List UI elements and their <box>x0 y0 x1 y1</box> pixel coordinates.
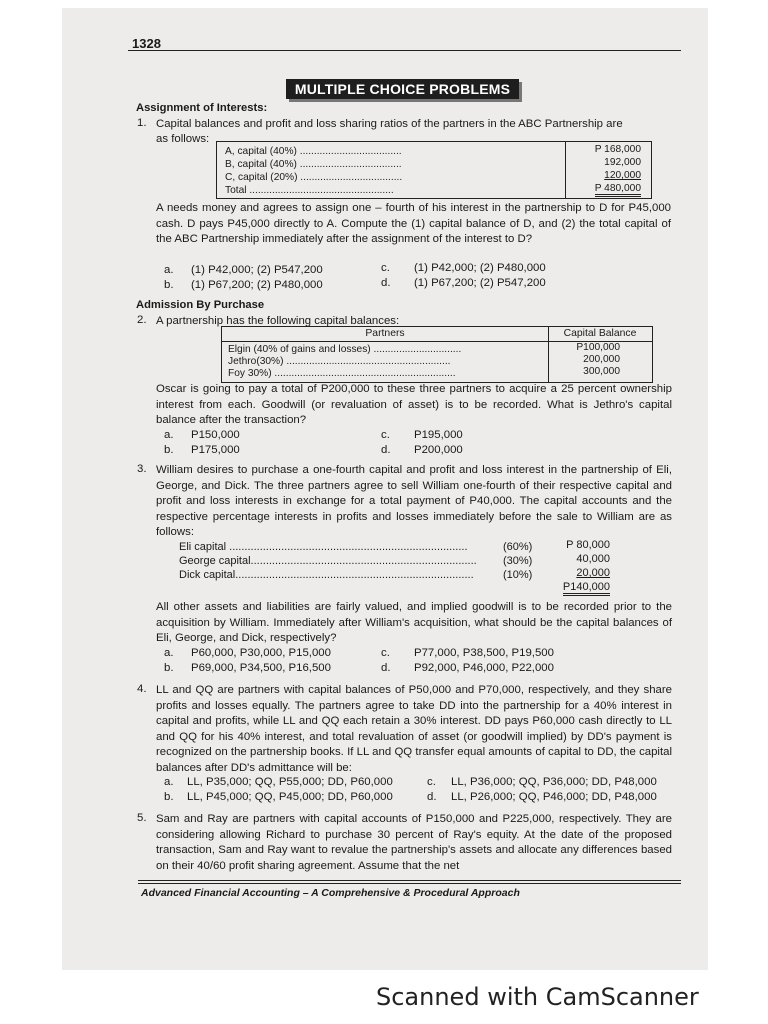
option-text: P69,000, P34,500, P16,500 <box>191 662 331 674</box>
option-letter: d. <box>427 791 437 803</box>
table-row-value: P 80,000 <box>566 539 610 551</box>
option-text: LL, P45,000; QQ, P45,000; DD, P60,000 <box>187 791 393 803</box>
option-text: P150,000 <box>191 429 240 441</box>
table-row-value: 120,000 <box>604 170 641 181</box>
table-total-label: Total ................................................... <box>225 185 394 196</box>
option-letter: b. <box>164 791 174 803</box>
book-title-footer: Advanced Financial Accounting – A Comprehensive & Procedural Approach <box>141 887 520 899</box>
option-text: LL, P35,000; QQ, P55,000; DD, P60,000 <box>187 776 393 788</box>
capital-table <box>216 141 652 199</box>
table-header-balance: Capital Balance <box>563 328 637 339</box>
table-row-value: 200,000 <box>583 354 620 365</box>
table-row-label: Dick capital.............................................................................. <box>179 569 474 581</box>
option-letter: c. <box>427 776 436 788</box>
option-letter: a. <box>164 647 174 659</box>
question-stem: Capital balances and profit and loss sharing ratios of the partners in the ABC Partnership are <box>156 118 623 130</box>
table-row-label: Foy 30%) ................................................................ <box>228 368 456 379</box>
question-number: 5. <box>137 812 147 824</box>
question-number: 2. <box>137 314 147 326</box>
table-row-label: B, capital (40%) .................................... <box>225 159 402 170</box>
option-text: LL, P36,000; QQ, P36,000; DD, P48,000 <box>451 776 657 788</box>
table-row-label: C, capital (20%) .................................... <box>225 172 403 183</box>
option-text: P60,000, P30,000, P15,000 <box>191 647 331 659</box>
option-text: (1) P67,200; (2) P480,000 <box>191 279 323 291</box>
question-stem: A partnership has the following capital balances: <box>156 315 400 327</box>
option-text: P200,000 <box>414 444 463 456</box>
question-body: A needs money and agrees to assign one – fourth of his interest in the partnership to D for P45,000 cash. D pays P45,000 directly to A. Compute the (1) capital balance of D, and (2) the total capital of the ABC Partnership immediately after the assignment of the interest to D? <box>156 202 671 246</box>
option-letter: a. <box>164 429 174 441</box>
option-text: P195,000 <box>414 429 463 441</box>
footer-rule <box>138 880 681 881</box>
table-row-value: P100,000 <box>576 342 620 353</box>
option-letter: c. <box>381 429 390 441</box>
partners-table <box>221 326 653 383</box>
question-stem-continued: as follows: <box>156 133 210 145</box>
section-banner: MULTIPLE CHOICE PROBLEMS <box>286 79 519 99</box>
table-row-label: Elgin (40% of gains and losses) ............................... <box>228 344 462 355</box>
camscanner-watermark: Scanned with CamScanner <box>376 983 699 1011</box>
footer-rule-thin <box>138 883 681 884</box>
option-letter: b. <box>164 662 174 674</box>
question-body: Oscar is going to pay a total of P200,000 to these three partners to acquire a 25 percent ownership interest from each. Goodwill (or revaluation of asset) is to be recorded. What is Jethro's capital balance after the transaction? <box>156 383 672 427</box>
option-letter: b. <box>164 444 174 456</box>
option-text: LL, P26,000; QQ, P46,000; DD, P48,000 <box>451 791 657 803</box>
table-row-label: Jethro(30%) .......................................................... <box>228 356 451 367</box>
option-letter: a. <box>164 264 174 276</box>
table-header-partners: Partners <box>365 328 405 339</box>
header-rule <box>128 50 681 51</box>
question-body: LL and QQ are partners with capital balances of P50,000 and P70,000, respectively, and they share profits and losses equally. The partners agree to take DD into the partnership for a 40% interest in capital and profits, while LL and QQ each retain a 30% interest. DD pays P60,000 cash directly to LL and QQ for his 40% interest, and total revaluation of asset (or goodwill implied) by DD's payment is recognized on the partnership books. If LL and QQ transfer equal amounts of capital to DD, the capital balances after DD's admittance will be: <box>156 684 672 774</box>
option-text: P175,000 <box>191 444 240 456</box>
table-row-label: A, capital (40%) .................................... <box>225 146 402 157</box>
option-letter: c. <box>381 647 390 659</box>
table-row-value: 40,000 <box>576 553 610 565</box>
section-title-admission: Admission By Purchase <box>136 299 265 311</box>
option-text: (1) P42,000; (2) P547,200 <box>191 264 323 276</box>
question-body-continued: All other assets and liabilities are fairly valued, and implied goodwill is to be recorded prior to the acquisition by William. Immediately after William's acquisition, what should be the capital balances of Eli, George, and Dick, respectively? <box>156 601 672 645</box>
option-letter: d. <box>381 444 391 456</box>
table-row-pct: (30%) <box>503 555 533 567</box>
table-total-value: P140,000 <box>548 581 610 593</box>
question-body: Sam and Ray are partners with capital accounts of P150,000 and P225,000, respectively. They are considering allowing Richard to purchase 30 percent of Ray's equity. At the date of the proposed transaction, Sam and Ray want to revalue the partnership's assets and allocate any differences based on their 40/60 profit sharing agreement. Assume that the net <box>156 813 672 872</box>
table-row-value: 300,000 <box>583 366 620 377</box>
table-row-value: 20,000 <box>576 567 610 579</box>
table-row-pct: (60%) <box>503 541 533 553</box>
question-number: 3. <box>137 463 147 475</box>
table-row-pct: (10%) <box>503 569 533 581</box>
option-letter: b. <box>164 279 174 291</box>
table-total-value: P 480,000 <box>569 183 641 194</box>
option-text: P77,000, P38,500, P19,500 <box>414 647 554 659</box>
section-title-assignment: Assignment of Interests: <box>136 102 268 114</box>
option-text: P92,000, P46,000, P22,000 <box>414 662 554 674</box>
option-letter: d. <box>381 277 391 289</box>
table-row-label: George capital.......................................................................... <box>179 555 477 567</box>
table-row-label: Eli capital .............................................................................. <box>179 541 468 553</box>
table-row-value: P 168,000 <box>594 144 641 155</box>
question-body: William desires to purchase a one-fourth capital and profit and loss interest in the partnership of Eli, George, and Dick. The three partners agree to sell William one-fourth of their respective capital and profit and loss interests in exchange for a total payment of P40,000. The capital accounts and the respective percentage interests in profits and losses immediately before the sale to William are as follows: <box>156 464 672 539</box>
option-letter: a. <box>164 776 174 788</box>
option-text: (1) P42,000; (2) P480,000 <box>414 262 546 274</box>
table-row-value: 192,000 <box>604 157 641 168</box>
option-letter: d. <box>381 662 391 674</box>
question-number: 4. <box>137 683 147 695</box>
option-letter: c. <box>381 262 390 274</box>
option-text: (1) P67,200; (2) P547,200 <box>414 277 546 289</box>
question-number: 1. <box>137 117 147 129</box>
page-number: 1328 <box>132 36 161 51</box>
